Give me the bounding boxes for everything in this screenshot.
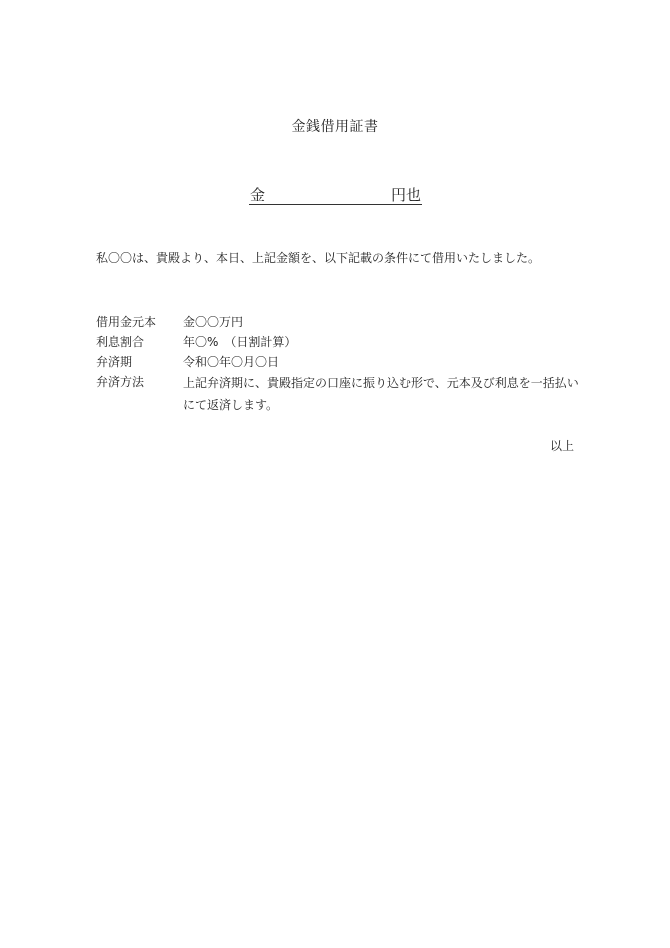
amount-prefix: 金 — [250, 186, 266, 204]
term-value: 上記弁済期に、貴殿指定の口座に振り込む形で、元本及び利息を一括払いにて返済します。 — [183, 376, 579, 412]
borrowing-statement: 私〇〇は、貴殿より、本日、上記金額を、以下記載の条件にて借用いたしました。 — [96, 251, 541, 265]
term-row-due-date — [96, 352, 580, 372]
terms-list — [96, 312, 580, 416]
amount-suffix: 円也 — [390, 186, 421, 204]
closing-mark: 以上 — [549, 439, 574, 453]
term-label: 借用金元本 — [96, 315, 157, 329]
term-row-principal — [96, 312, 580, 332]
term-label: 利息割合 — [96, 335, 145, 349]
term-row-repayment-method — [96, 372, 580, 416]
term-value: 金〇〇万円 — [183, 315, 244, 329]
amount-line — [249, 184, 422, 205]
term-value: 年〇% （日割計算） — [183, 335, 297, 349]
term-label: 弁済期 — [96, 355, 133, 369]
term-value: 令和〇年〇月〇日 — [183, 355, 280, 369]
document-title: 金銭借用証書 — [291, 119, 379, 135]
term-label: 弁済方法 — [96, 375, 145, 389]
term-row-interest — [96, 332, 580, 352]
